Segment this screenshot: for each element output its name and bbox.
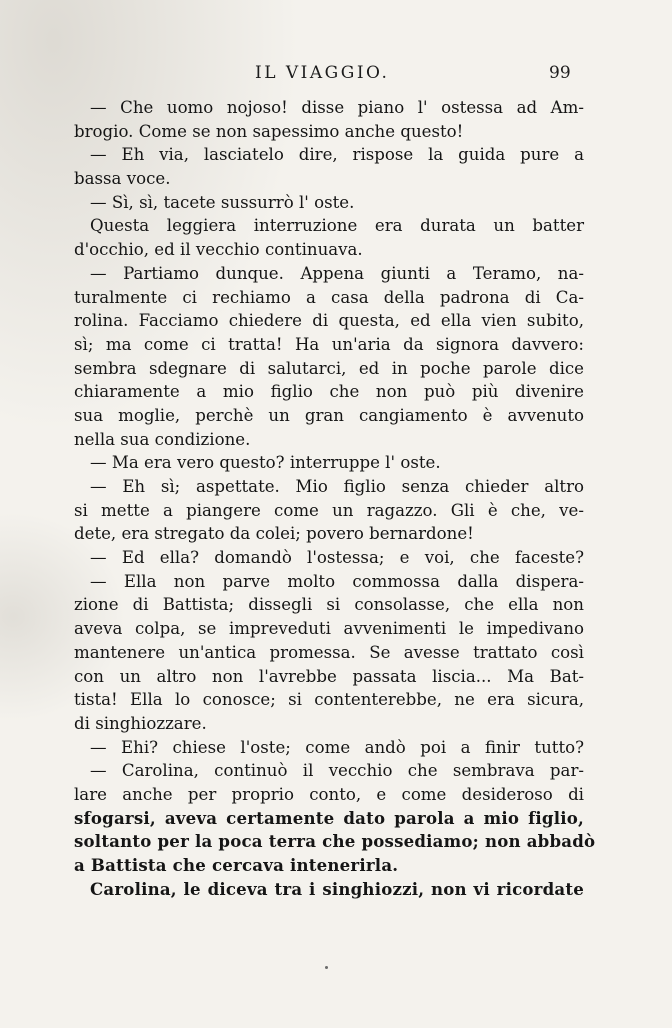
text-line: chiaramente a mio figlio che non può più divenire <box>74 382 584 402</box>
body-text <box>74 96 596 901</box>
text-line: dete, era stregato da colei; povero bernardone! <box>74 524 474 544</box>
text-line: — Partiamo dunque. Appena giunti a Teramo, na- <box>90 263 584 283</box>
text-line: brogio. Come se non sapessimo anche questo! <box>74 121 464 141</box>
text-line: soltanto per la poca terra che possediamo; non abbadò <box>74 831 596 852</box>
text-line: d'occhio, ed il vecchio continuava. <box>74 240 363 260</box>
text-line: — Ehi? chiese l'oste; come andò poi a finir tutto? <box>90 737 584 757</box>
page-header <box>0 63 672 93</box>
text-line: rolina. Facciamo chiedere di questa, ed ella vien subito, <box>74 311 584 331</box>
text-line: Carolina, le diceva tra i singhiozzi, non vi ricordate <box>90 878 584 899</box>
text-line: bassa voce. <box>74 169 171 189</box>
running-title: IL VIAGGIO. <box>255 63 390 83</box>
text-line: di singhiozzare. <box>74 713 207 733</box>
text-line: mantenere un'antica promessa. Se avesse trattato così <box>74 642 584 662</box>
text-line: zione di Battista; dissegli si consolasse, che ella non <box>74 595 584 615</box>
text-line: lare anche per proprio conto, e come desideroso di <box>74 784 584 804</box>
text-line: con un altro non l'avrebbe passata liscia... Ma Bat- <box>74 666 584 686</box>
text-line: — Carolina, continuò il vecchio che sembrava par- <box>90 761 584 781</box>
text-line: sì; ma come ci tratta! Ha un'aria da signora davvero: <box>74 334 584 354</box>
text-line: — Che uomo nojoso! disse piano l' ostessa ad Am- <box>90 98 584 117</box>
text-line: nella sua condizione. <box>74 429 251 449</box>
text-line: sua moglie, perchè un gran cangiamento è avvenuto <box>74 405 584 425</box>
text-line: si mette a piangere come un ragazzo. Gli è che, ve- <box>74 500 584 520</box>
text-line: — Ed ella? domandò l'ostessa; e voi, che faceste? <box>90 548 584 568</box>
text-line: a Battista che cercava intenerirla. <box>74 855 399 875</box>
text-line: — Ella non parve molto commossa dalla dispera- <box>90 571 584 591</box>
ink-speck <box>325 966 328 969</box>
text-line: Questa leggiera interruzione era durata un batter <box>90 216 584 236</box>
text-line: aveva colpa, se impreveduti avvenimenti le impedivano <box>74 619 584 639</box>
page-number: 99 <box>549 63 571 83</box>
text-line: — Eh sì; aspettate. Mio figlio senza chieder altro <box>90 477 584 496</box>
text-line: sfogarsi, aveva certamente dato parola a mio figlio, <box>74 807 584 828</box>
text-line: turalmente ci rechiamo a casa della padrona di Ca- <box>74 287 584 307</box>
text-line: sembra sdegnare di salutarci, ed in poche parole dice <box>74 358 584 378</box>
text-line: — Sì, sì, tacete sussurrò l' oste. <box>90 192 355 212</box>
text-line: — Ma era vero questo? interruppe l' oste. <box>90 453 441 473</box>
text-line: tista! Ella lo conosce; si contenterebbe, ne era sicura, <box>74 690 584 710</box>
text-line: — Eh via, lasciatelo dire, rispose la guida pure a <box>90 145 584 165</box>
